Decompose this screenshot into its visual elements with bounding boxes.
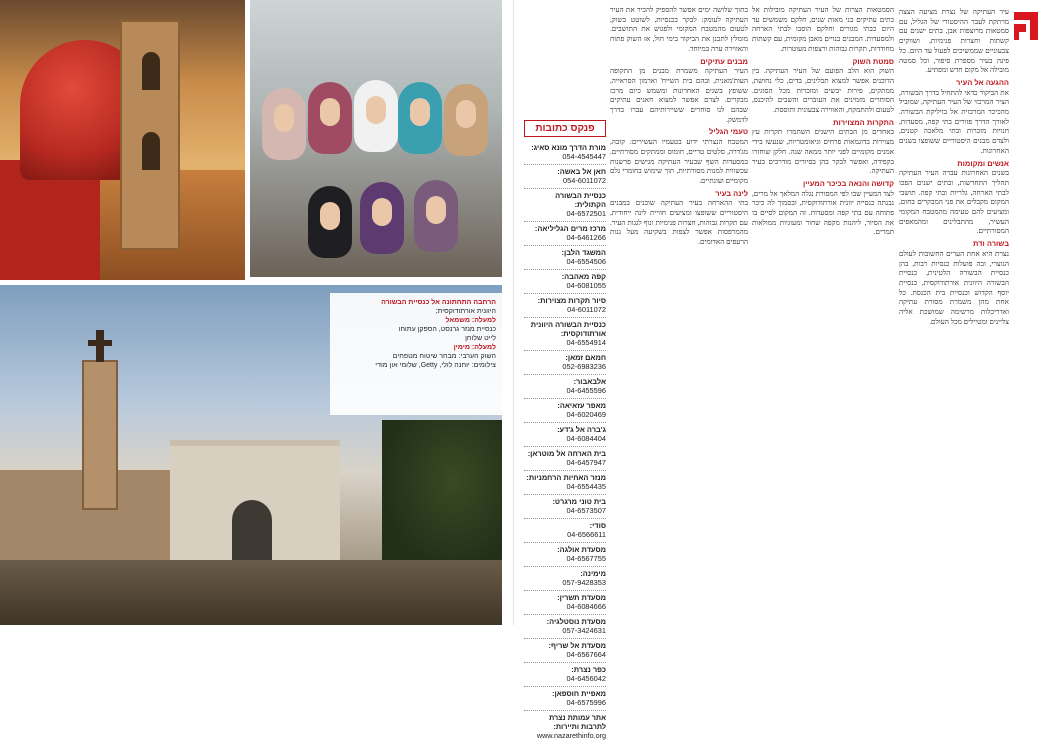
address-entry [524,375,606,399]
address-entry [524,495,606,519]
article-subheading: בשורה ודת [973,239,1009,249]
address-entry-phone: 04-6554506 [566,257,606,266]
address-entry-phone: 04-6554435 [566,482,606,491]
address-entry [524,189,606,222]
address-entry [524,222,606,246]
address-entry-phone: 04-6567664 [566,650,606,659]
address-entry-name: כנסיית הבשורה היוונית אורתודוקסית: [530,320,606,338]
article-paragraph: העיר העתיקה משמרת מבנים מן התקופה העות'מאנית, ובהם בית השייח' וארמון הסראייה, ששופץ בשנים האחרונות ומשמש כיום מרכז מבקרים. לצדם אפשר למצוא חאנים עתיקים שבהם לנו סוחרים ששיירותיהם עברו בדרך לדמשק. [610,67,748,124]
address-entry-phone: 04-6461266 [566,233,606,242]
photo-red-dome-tower [0,0,245,277]
address-entry [524,165,606,189]
caption-line: היוונית אורתודוקסית; [435,308,496,315]
cross-icon-bar [88,340,112,346]
address-entry [524,351,606,375]
address-entry [524,141,606,165]
article-paragraph: בתוך שלושה ימים אפשר להספיק להכיר את העיר העתיקה לעומק: לבקר בכנסיות, לשוטט בשוק, לטעום מהמטבח המקומי ולפגוש את התושבים. מומלץ לתכנן את הביקור בימי חול, אז השוק פתוח והאווירה ערה במיוחד. [610,6,748,53]
address-entry-phone: 057-3424631 [562,626,606,635]
article-subheading: קדושה והנאה בכיכר המעיין [802,178,894,188]
address-entry-name: סיור תקרות מצוירות: [537,296,606,305]
article-subheading: טעמי הגליל [709,127,748,137]
address-entry [524,519,606,543]
address-entry-name: מאפיית חוספאן: [552,689,606,698]
address-entry-phone: 04-6011072 [567,305,606,314]
article-paragraph: באחדים מן הבתים הישנים השתמרו תקרות עץ מצוירות בדוגמאות פרחים וגיאומטריות, שנעשו בידי אמנים מקומיים לפני יותר ממאה שנה. חלקן שוחזרו בקפידה, ואפשר לבקר בהן בסיורים מודרכים בעיר העתיקה. [752,128,894,176]
address-entry-name: בית טוני מרגרט: [552,497,606,506]
address-entry-name: כנסיית הבשורה הקתולית: [555,191,606,209]
address-entry-name: מסעדת תשרין: [557,593,606,602]
caption-line: לייט שלוחן [465,335,496,342]
address-entry-phone: 04-6456042 [566,674,606,683]
address-entry-phone: 04-6457947 [566,458,606,467]
article-paragraph: בתי ההארחה בעיר העתיקה שוכנים במבנים היסטוריים ששופצו ומציעים חוויית לינה ייחודית, עם תקרות גבוהות, חצרות פנימיות ונוף לגגות העיר. מהמרפסות אפשר לצפות בשקיעה מעל גגות הרעפים האדומים. [610,199,748,247]
article-column-right [899,8,1009,622]
address-entry [524,447,606,471]
address-entry-phone: 04-6084404 [566,434,606,443]
address-entry-phone: 04-6020469 [566,410,606,419]
website-link[interactable]: www.nazarethinfo.org [536,731,606,740]
address-entry-name: בית הארחה אל מוטראן: [527,449,606,458]
address-entry-name: חמאם זמאן: [565,353,606,362]
address-entry-phone: 054-6011072 [562,176,606,185]
mannequin-head [308,82,352,154]
photo-mannequin-headscarves [250,0,502,277]
address-entry [524,639,606,663]
article-subheading: התקרות המצוירות [833,117,894,127]
arch-window [142,132,160,170]
address-entry-name: מסעדת נוסטלגיה: [546,617,606,626]
address-entry-name: מורת הדרך מונא סאיג: [531,143,606,152]
church-tower [82,360,118,510]
address-entry-phone: 054-4545447 [562,152,606,161]
address-entry-name: סודי: [589,521,606,530]
article-paragraph: לצד המעיין שבו לפי המסורת נגלה המלאך אל מרים, נבנתה כנסייה יוונית אורתודוקסית, ובסמוך לה כיכר פתוחה עם בתי קפה ומסעדות. זה המקום לסיים בו את הסיור, ליהנות מקפה שחור ומעוגיות ממולאות תמרים. [752,189,894,237]
article-subheading: לינה בעיר [715,188,748,198]
mannequin-head [360,182,404,254]
cross-icon [96,330,104,362]
address-entry-name: ג'ברה אל ג'דע: [557,425,606,434]
address-entry [524,663,606,687]
left-page-photos [0,0,502,625]
mannequin-head [308,186,352,258]
address-entry-phone: 04-6575996 [566,698,606,707]
caption-line: למעלה: מימין [453,344,496,351]
address-entry-name: קפה מאהבה: [561,272,606,281]
mannequin-head [354,80,398,152]
article-paragraph: נצרת היא אחת הערים החשובות לעולם הנוצרי, ובה פועלות כנסיות רבות, בהן כנסיית הבשורה הלטינית, כנסיית הבשורה היוונית אורתודוקסית, כנסיית יוסף הקדוש וכנסיית בית הכנסת. כל אחת מהן משמרת מסורת עתיקה ואדריכלות מרשימה שמושכת אליה צליינים ומטיילים מכל העולם. [899,249,1009,326]
address-entry-phone: 04-6081055 [566,281,606,290]
address-entry-phone: 04-6572501 [566,209,606,218]
address-book-sidebar [524,120,606,740]
article-subheading: סמטת השוק [852,56,894,66]
mannequin-head [398,82,442,154]
article-paragraph: בשנים האחרונות עברה העיר העתיקה תהליך התחדשות, ובתים ישנים הפכו לבתי הארחה, גלריות ובתי קפה. תושבי המקום מקבלים את פני המבקרים בחום, ומציעים להם טעימה מהמטבח המקומי העשיר, מהתבלינים ומהמאפים המסורתיים. [899,169,1009,236]
right-page-article [513,0,1044,740]
address-entry [524,567,606,591]
address-entry [524,318,606,351]
address-entry-phone: 04-6084666 [566,602,606,611]
address-entry-phone: 04-6573507 [566,506,606,515]
tree-shape [382,420,502,570]
article-subheading: מבנים עתיקים [700,56,748,66]
caption-line: למעלה: משמאל [445,317,496,324]
address-entry-name: כפר נצרת: [571,665,606,674]
address-entry-phone: 052-6983236 [562,362,606,371]
address-entry-name: המשגד הלבן: [561,248,606,257]
caption-line: השוק הערבי: מבחר שיטוח מטפחים [392,353,496,360]
address-entry-phone: 04-6567755 [566,554,606,563]
address-entry-name: מרכז מרים הגליליאה: [534,224,606,233]
address-entry [524,471,606,495]
address-entry [524,423,606,447]
article-paragraph: את הביקור כדאי להתחיל בדרך הבשורה, הציר המרכזי של העיר העתיקה, שמוביל מהכיכר המרכזית אל בזיליקת הבשורה. לאורך הדרך פזורים בתי קפה, מסעדות, חנויות מזכרות ובתי מלאכה קטנים, ולצדם מבנים היסטוריים ששופצו בשנים האחרונות. [899,88,1009,155]
address-book-footer: אתר עמותת נצרת לתרבות ותיירות: [549,713,606,731]
caption-credit: צילומים: יוחנה לולי, Getty, שלומי און מודי [375,362,496,369]
photo-caption [330,293,502,415]
bell-tower-shape [120,20,180,250]
address-entry [524,294,606,318]
address-entry [524,399,606,423]
article-paragraph: הסמטאות הצרות של העיר העתיקה מובילות אל בתים עתיקים בני מאות שנים, חלקם משמשים עד היום כבתי מגורים וחלקם הוסבו לבתי הארחה ולמסעדות. המבנים בנויים מאבן מקומית, עם קשתות מחודדות, תקרות גבוהות ורצפות מעוטרות. [752,6,894,53]
address-entry-name: מסעדת אל שריף: [548,641,606,650]
address-entry [524,543,606,567]
address-entry-phone: 04-6566611 [567,530,606,539]
article-column-left [610,6,748,620]
address-book-entries [524,141,606,711]
caption-line: הרחבה התחתונה אל כנסיית הבשורה [381,299,496,306]
address-entry [524,270,606,294]
address-entry [524,591,606,615]
address-entry-phone: 057-9428353 [562,578,606,587]
address-entry [524,615,606,639]
address-entry-name: מאפר עזאיאה: [557,401,606,410]
mannequin-head [414,180,458,252]
address-entry-name: חאן אל באשה: [557,167,606,176]
article-paragraph: השוק הוא הלב הפועם של העיר העתיקה. בין הדוכנים אפשר למצוא תבלינים, בדים, כלי נחושת, ממתקים, פירות יבשים ומזכרות מכל הסוגים. הסוחרים מזמינים את העוברים והשבים להיכנס, לטעום ולהתמקח, והאווירה צבעונית ותוססת. [752,67,894,115]
article-paragraph: המטבח הנצרתי ידוע בטעמיו העשירים: קובה, מג'דרה, סלטים טריים, חומוס וממתקים מסורתיים. במסעדות השף שבעיר העתיקה מגישים פרשנות עכשווית למנות מסורתיות, תוך שימוש בחומרי גלם מקומיים ועונתיים. [610,138,748,185]
address-entry [524,687,606,711]
address-entry-name: מסעדת אולגה: [557,545,606,554]
address-entry-name: אלבאבור: [573,377,606,386]
plaza-ground [0,560,502,625]
arch-window [142,52,160,90]
article-subheading: אנשים ומקומות [957,158,1009,168]
address-entry-name: מימינה: [580,569,606,578]
article-column-middle [752,6,894,620]
caption-line: כנסיית מנזר גרנסט, הספקן עתוחו [398,326,496,333]
address-entry-phone: 04-6455596 [566,386,606,395]
mannequin-head [444,84,488,156]
address-entry-phone: 04-6554914 [566,338,606,347]
address-entry-name: מנזר האחיות הרחמניות: [526,473,606,482]
article-paragraph: עיר העתיקה של נצרת מציעה הצצה מרתקת לעבר ההיסטורי של הגליל, עם סמטאות מרוצפות אבן, בתים ישנים עם קשתות וחצרות פנימיות, ושווקים צבעוניים שממשיכים לפעול עד היום. כל פינה בעיר מספרת סיפור, וכל סמטה מובילה אל מקום חדש ומפתיע. [899,8,1009,75]
address-entry [524,246,606,270]
mannequin-head [262,88,306,160]
magazine-logo-icon [1014,12,1038,40]
address-book-title: פנקס כתובות [524,120,606,137]
article-subheading: ההגעה אל העיר [956,77,1009,87]
